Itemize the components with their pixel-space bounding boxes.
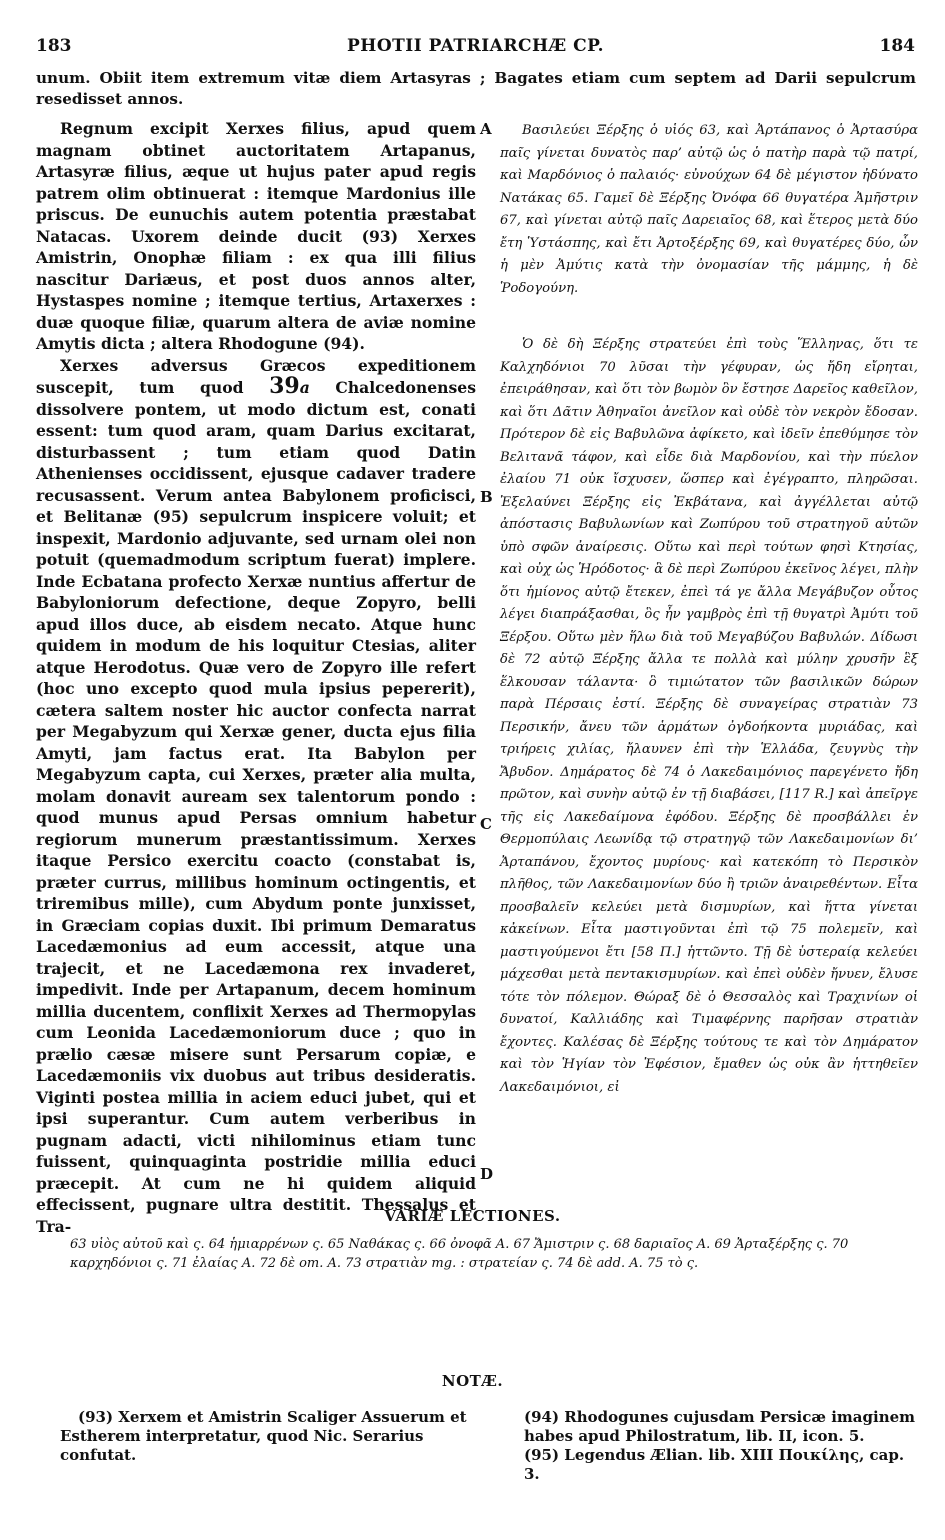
note-93-text: (93) Xerxem et Amistrin Scaliger Assuerum et Estherem interpretatur, quod Nic. Serarius confutat. [60, 1408, 467, 1464]
greek-paragraph-1: Βασιλεύει Ξέρξης ὁ υἱός 63, καὶ Ἀρτάπανος ὁ Ἀρτασύρα παῖς γίνεται δυνατὸς παρ’ αὐτῷ ὡς ὁ πατὴρ παρὰ τῷ πατρί, καὶ Μαρδόνιος ὁ παλαιός· εὐνούχων 64 δὲ μέγιστον ἠδύνατο Νατάκας 65. Γαμεῖ δὲ Ξέρξης Ὀνόφα 66 θυγατέρα Ἀμῆστριν 67, καὶ γίνεται αὐτῷ παῖς Δαρειαῖος 68, καὶ ἕτερος μετὰ δύο ἔτη Ὑστάσπης, καὶ ἔτι Ἀρτοξέρξης 69, καὶ θυγατέρες δύο, ὧν ἡ μὲν Ἀμύτις κατὰ τὴν ὀνομασίαν τῆς μάμμης, ἡ δὲ Ῥοδογούνη. [500, 123, 918, 296]
notae-heading: NOTÆ. [441, 1372, 504, 1390]
latin-paragraph-2 [36, 355, 476, 1238]
running-title: PHOTII PATRIARCHÆ CP. [347, 36, 604, 56]
margin-marker-a: A [480, 120, 492, 138]
variae-lectiones-heading: VARIÆ LECTIONES. [384, 1207, 561, 1225]
margin-marker-b: B [480, 488, 493, 506]
greek-column [500, 120, 918, 1220]
margin-marker-d: D [480, 1165, 494, 1183]
greek-paragraph-2: Ὁ δὲ δὴ Ξέρξης στρατεύει ἐπὶ τοὺς Ἕλληνας, ὅτι τε Καλχηδόνιοι 70 λῦσαι τὴν γέφυραν, ὡς ἤδη εἴρηται, ἐπειράθησαν, καὶ ὅτι τὸν βωμὸν ὃν ἔστησε Δαρεῖος καθεῖλον, καὶ ὅτι Δᾶτιν Ἀθηναῖοι ἀνεῖλον καὶ οὐδὲ τὸν νεκρὸν ἔδοσαν. Πρότερον δὲ εἰς Βαβυλῶνα ἀφίκετο, καὶ ἰδεῖν ἐπεθύμησε τὸν Βελιτανᾶ τάφον, καὶ εἶδε διὰ Μαρδονίου, καὶ τὴν πύελον ἐλαίου 71 οὐκ ἴσχυσεν, ὥσπερ καὶ ἐγέγραπτο, πληρῶσαι. Ἐξελαύνει Ξέρξης εἰς Ἐκβάτανα, καὶ ἀγγέλλεται αὐτῷ ἀπόστασις Βαβυλωνίων καὶ Ζωπύρου τοῦ στρατηγοῦ αὐτῶν ὑπὸ σφῶν ἀναίρεσις. Οὕτω καὶ περὶ τούτων φησὶ Κτησίας, καὶ οὐχ ὡς Ἡρόδοτος· ἃ δὲ περὶ Ζωπύρου ἐκεῖνος λέγει, πλὴν ὅτι ἡμίονος αὐτῷ ἔτεκεν, ἐπεὶ τά γε ἄλλα Μεγάβυζον οὗτος λέγει διαπράξασθαι, ὃς ἦν γαμβρὸς ἐπὶ τῇ θυγατρὶ Ἀμύτι τοῦ Ξέρξου. Οὕτω μὲν ἥλω διὰ τοῦ Μεγαβύζου Βαβυλών. Δίδωσι δὲ 72 αὐτῷ Ξέρξης ἄλλα τε πολλὰ καὶ μύλην χρυσῆν ἓξ ἕλκουσαν τάλαντα· ὃ τιμιώτατον τῶν βασιλικῶν δώρων παρὰ Πέρσαις ἐστί. Ξέρξης δὲ συναγείρας στρατιὰν 73 Περσικήν, ἄνευ τῶν ἁρμάτων ὀγδοήκοντα μυριάδας, καὶ τριήρεις χιλίας, ἤλαυνεν ἐπὶ τὴν Ἑλλάδα, ζευγνὺς τὴν Ἄβυδον. Δημάρατος δὲ 74 ὁ Λακεδαιμόνιος παρεγένετο ἤδη πρῶτον, καὶ συνὴν αὐτῷ ἐν τῇ διαβάσει, [117 R.] καὶ ἀπεῖργε τῆς εἰς Λακεδαίμονα ἐφόδου. Ξέρξης δὲ προσβάλλει ἐν Θερμοπύλαις Λεωνίδᾳ τῷ στρατηγῷ τῶν Λακεδαιμονίων δι’ Ἀρταπάνου, ἔχοντος μυρίους· καὶ κατεκόπη τὸ Περσικὸν πλῆθος, τῶν Λακεδαιμονίων δύο ἢ τριῶν ἀναιρεθέντων. Εἶτα προσβαλεῖν κελεύει μετὰ δισμυρίων, καὶ ἥττα γίνεται κἀκείνων. Εἶτα μαστιγοῦνται ἐπὶ τῷ 75 πολεμεῖν, καὶ μαστιγούμενοι ἔτι [58 Π.] ἡττῶντο. Τῇ δὲ ὑστεραίᾳ κελεύει μάχεσθαι μετὰ πεντακισμυρίων. καὶ ἐπεὶ οὐδὲν ἤνυεν, ἔλυσε τότε τὸν πόλεμον. Θώραξ δὲ ὁ Θεσσαλὸς καὶ Τραχινίων οἱ δυνατοί, Καλλιάδης καὶ Τιμαφέρνης παρῆσαν στρατιὰν ἔχοντες. Καλέσας δὲ Ξέρξης τούτους τε καὶ τὸν Δημάρατον καὶ τὸν Ἡγίαν τὸν Ἐφέσιον, ἔμαθεν ὡς οὐκ ἂν ἡττηθεῖεν Λακεδαιμόνιοι, εἰ [500, 337, 918, 1095]
left-page-number: 183 [36, 36, 72, 56]
notes-94-95 [524, 1408, 924, 1484]
note-94-text: (94) Rhodogunes cujusdam Persicæ imaginem habes apud Philostratum, lib. II, icon. 5. [524, 1408, 916, 1445]
running-header [36, 36, 915, 62]
latin-paragraph-2-start: Xerxes adversus Græcos expeditionem suscepit, tum quod [36, 355, 476, 397]
latin-paragraph-2-rest: Chalcedonenses dissolvere pontem, ut modo dictum est, conati essent: tum quod aram, quam Darius excitarat, disturbassent ; tum etiam quod Datin Athenienses occidissent, ejusque cadaver tradere recusassent. Verum antea Babylonem proficisci, et Belitanæ (95) sepulcrum inspicere voluit; et inspexit, Mardonio adjuvante, sed urnam olei non potuit (quemadmodum scriptum fuerat) implere. Inde Ecbatana profecto Xerxæ nuntius affertur de Babyloniorum defectione, deque Zopyro, belli apud illos duce, ab eisdem necato. Atque hunc quidem in modum de his loquitur Ctesias, aliter atque Herodotus. Quæ vero de Zopyro ille refert (hoc uno excepto quod mula ipsius pepererit), cætera saltem noster hic auctor confecta narrat per Megabyzum qui Xerxæ gener, ducta ejus filia Amyti, jam factus erat. Ita Babylon per Megabyzum capta, cui Xerxes, præter alia multa, molam donavit auream sex talentorum pondo : quod munus apud Persas omnium habetur regiorum munerum præstantissimum. Xerxes itaque Persico exercitu coacto (constabat is, præter currus, millibus hominum octingentis, et triremibus mille), cum Abydum ponte junxisset, in Græciam copias duxit. Ibi primum Demaratus Lacedæmonius ad eum accessit, atque una trajecit, et ne Lacedæmona rex invaderet, impedivit. Inde per Artapanum, decem hominum millia ducentem, conflixit Xerxes ad Thermopylas cum Leonida Lacedæmoniorum duce ; quo in prælio cæsæ misere sunt Persarum copiæ, e Lacedæmoniis vix duobus aut tribus desideratis. Viginti postea millia in aciem educi jubet, qui et ipsi superantur. Cum autem verberibus in pugnam adacti, victi nihilominus etiam tunc fuissent, quinquaginta postridie millia educi præcepit. At cum ne hi quidem aliquid effecissent, pugnare ultra destitit. Thessalus et Tra- [36, 378, 476, 1236]
variae-lectiones-text: 63 υἱὸς αὐτοῦ καὶ ς. 64 ἡμιαρρένων ς. 65 Ναθάκας ς. 66 ὀνοφᾶ A. 67 Ἄμιστριν ς. 68 δαριαῖος A. 69 Ἀρταξέρξης ς. 70 καρχηδόνιοι ς. 71 ἐλαίας A. 72 δὲ om. A. 73 στρατιὰν mg. : στρατείαν ς. 74 δὲ add. A. 75 τὸ ς. [70, 1237, 849, 1271]
intro-line: unum. Obiit item extremum vitæ diem Artasyras ; Bagates etiam cum septem ad Darii sepulcrum resedisset annos. [36, 69, 916, 108]
latin-paragraph-1: Regnum excipit Xerxes filius, apud quem magnam obtinet auctoritatem Artapanus, Artasyræ filius, æque ut hujus pater apud regis patrem olim obtinuerat : itemque Mardonius ille priscus. De eunuchis autem potentia præstabat Natacas. Uxorem deinde ducit (93) Xerxes Amistrin, Onophæ filiam : ex qua illi filius nascitur Dariæus, et post duos annos alter, Hystaspes nomine ; itemque tertius, Artaxerxes : duæ quoque filiæ, quarum altera de aviæ nomine Amytis dicta ; altera Rhodogune (94). [36, 119, 476, 353]
section-number: 39 [269, 373, 300, 399]
note-93 [60, 1408, 480, 1465]
note-95-text: (95) Legendus Ælian. lib. XIII Ποικίλης, cap. 3. [524, 1446, 905, 1483]
right-page-number: 184 [879, 36, 915, 56]
section-letter: a [299, 378, 310, 397]
margin-marker-c: C [480, 815, 492, 833]
